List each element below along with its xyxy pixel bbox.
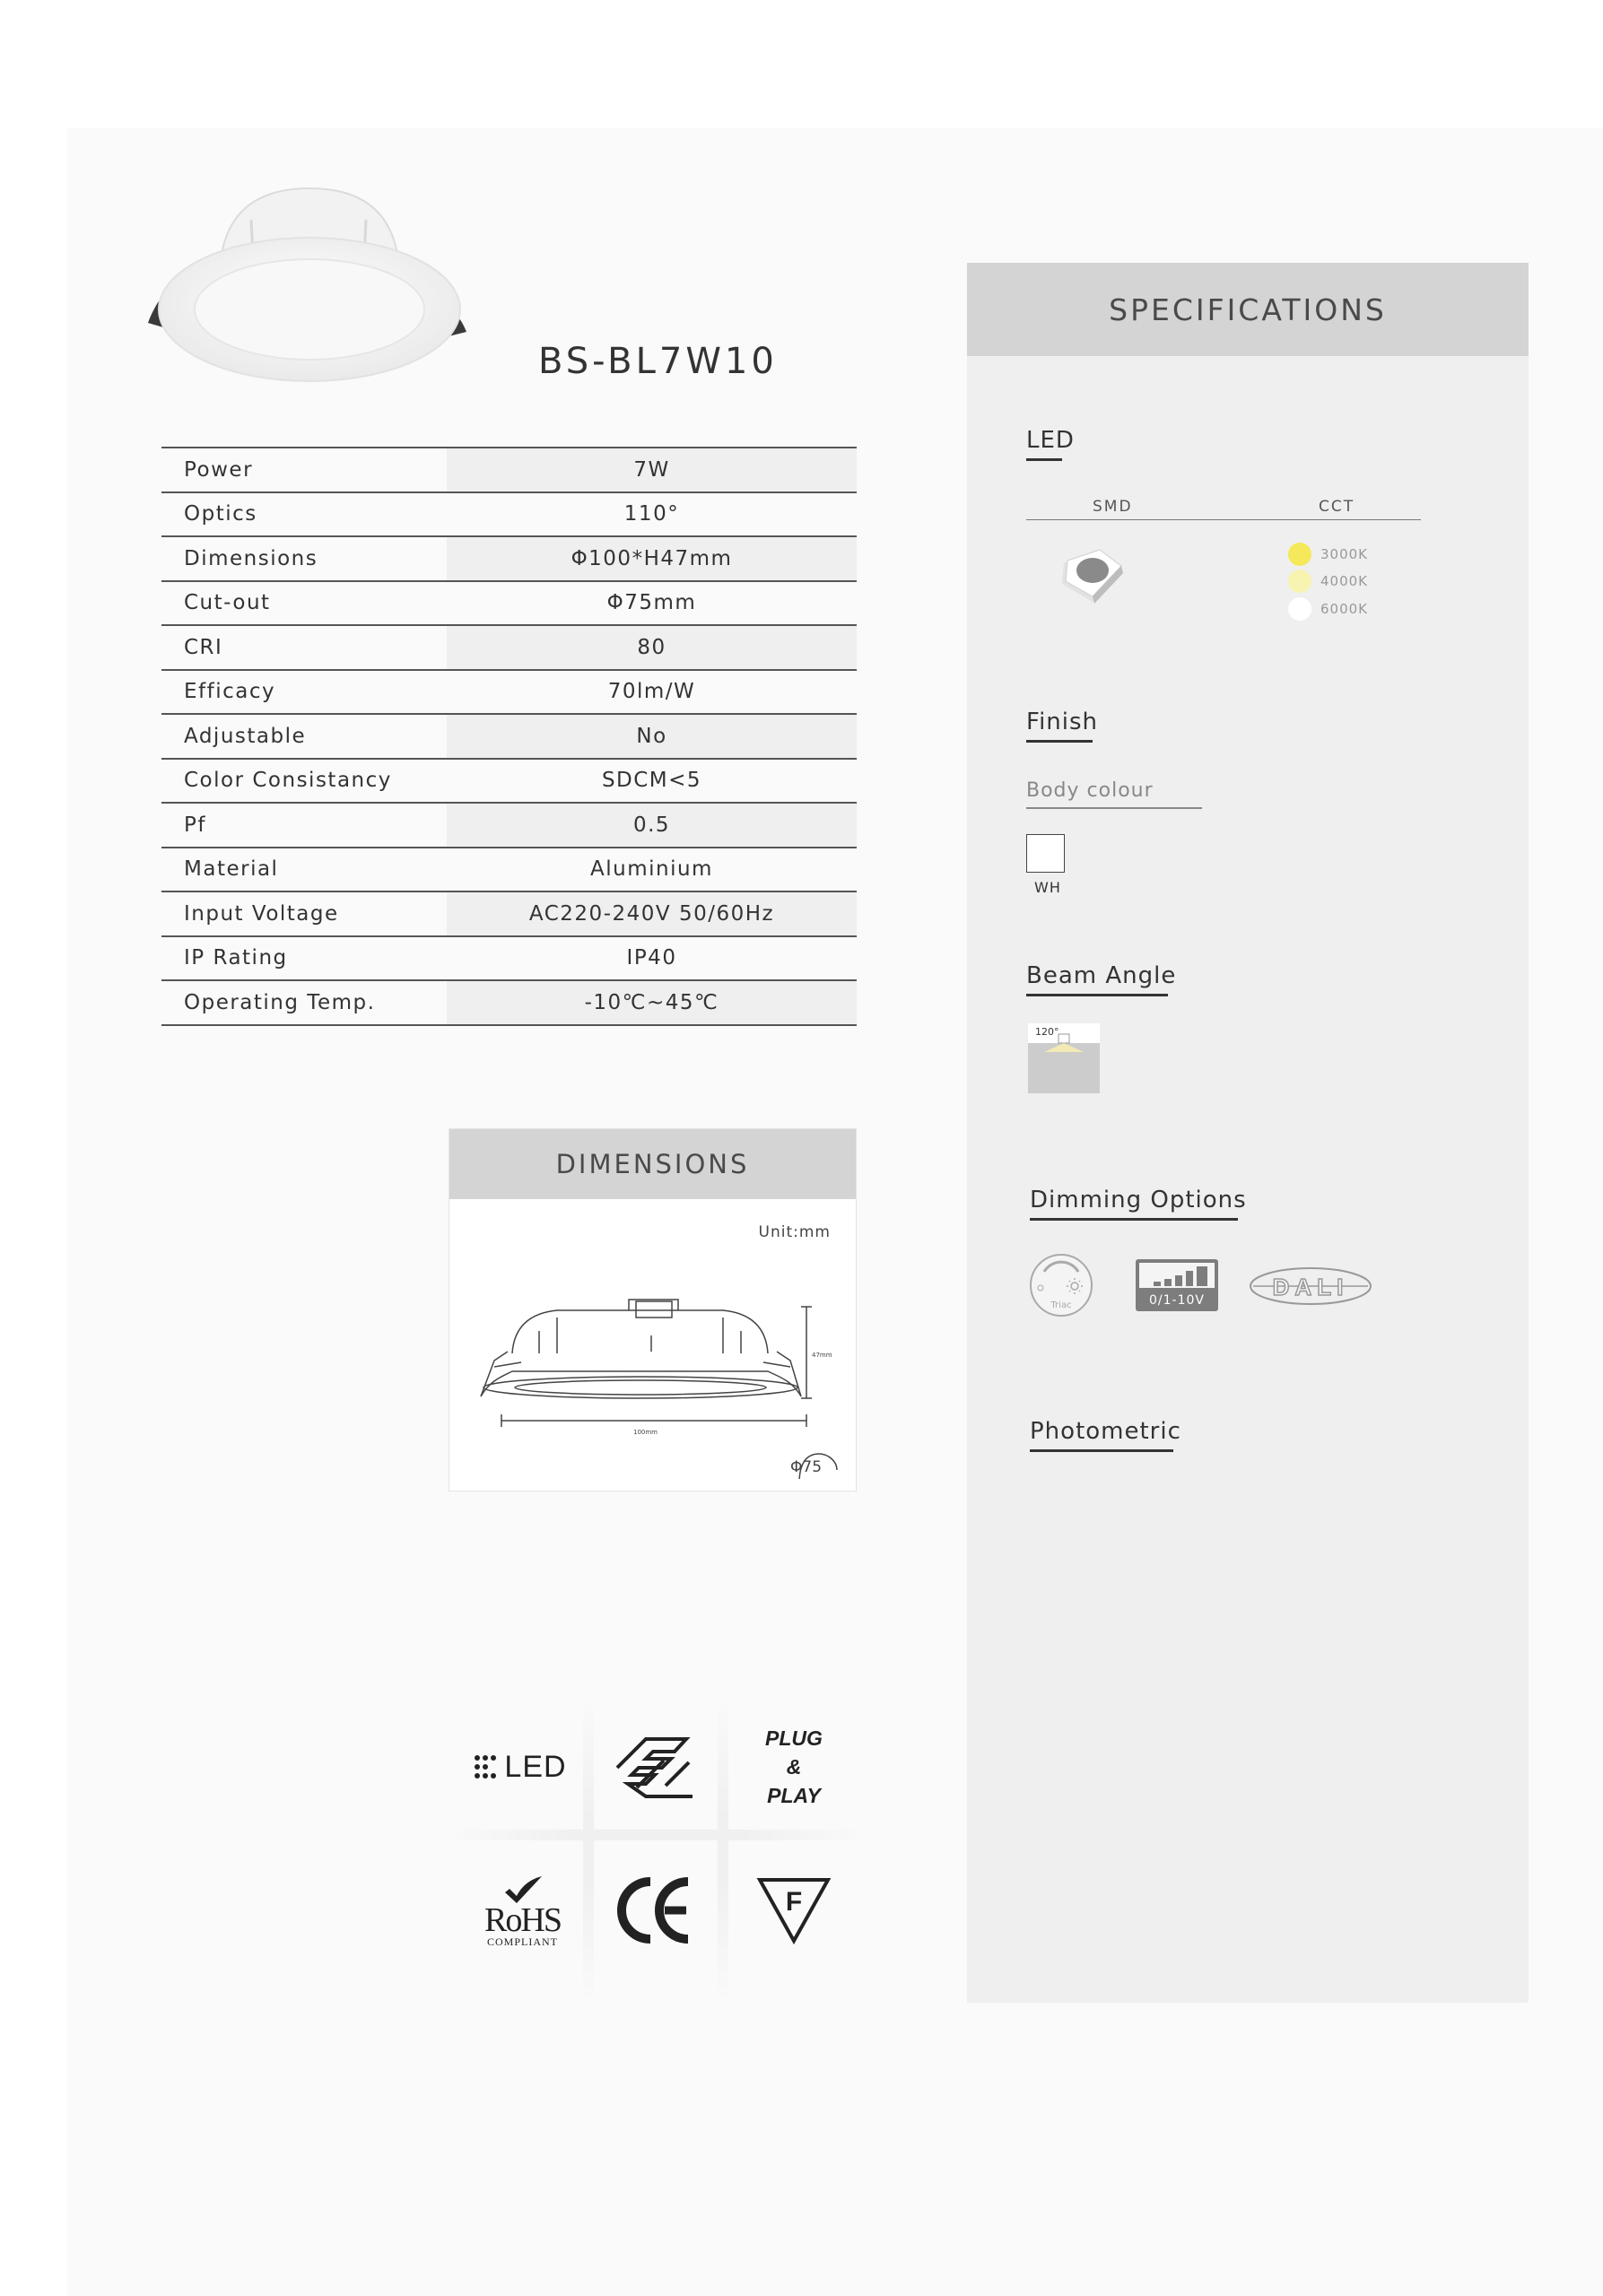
height-dimension-label: 47mm: [812, 1352, 832, 1359]
spec-row: [161, 980, 857, 1025]
spec-label: Optics: [161, 492, 447, 537]
spec-row: [161, 891, 857, 936]
spec-row: [161, 936, 857, 981]
spec-label: Input Voltage: [161, 891, 447, 936]
spec-label: Operating Temp.: [161, 980, 447, 1025]
beam-angle-section-title: Beam Angle: [1026, 962, 1176, 996]
spec-value: 7W: [447, 448, 857, 492]
finish-section-title: Finish: [1026, 709, 1098, 743]
spec-row: [161, 625, 857, 670]
spec-value: Φ100*H47mm: [447, 536, 857, 581]
spec-row: [161, 670, 857, 715]
grid-divider: [718, 1695, 728, 2005]
spec-label: Pf: [161, 803, 447, 848]
spec-label: Adjustable: [161, 714, 447, 759]
led-dots-icon: [474, 1754, 499, 1779]
specifications-title: SPECIFICATIONS: [967, 263, 1529, 356]
beam-angle-tile: [1028, 1023, 1100, 1093]
spec-label: Color Consistancy: [161, 759, 447, 804]
spec-table: [161, 447, 857, 1026]
ce-mark-icon: [614, 1874, 695, 1946]
dimension-drawing: [467, 1246, 844, 1479]
cct-option: [1288, 543, 1368, 566]
spec-label: IP Rating: [161, 936, 447, 981]
dimming-options-section-title: Dimming Options: [1030, 1187, 1247, 1221]
beam-light-icon: [1028, 1023, 1100, 1093]
ce-logo: [605, 1861, 704, 1960]
swatch-label: WH: [1034, 879, 1061, 896]
leaf-check-icon: [501, 1873, 545, 1905]
spec-value: SDCM<5: [447, 759, 857, 804]
cct-colour-dot: [1288, 543, 1311, 566]
downlight-photo: [144, 184, 471, 395]
smd-label: SMD: [1093, 498, 1133, 516]
cct-colour-dot: [1288, 570, 1311, 593]
play-text: PLAY: [767, 1784, 821, 1807]
led-section-title: LED: [1026, 427, 1075, 461]
spec-label: Cut-out: [161, 581, 447, 626]
spec-label: Dimensions: [161, 536, 447, 581]
photometric-section-title: Photometric: [1030, 1418, 1181, 1452]
spec-value: -10℃~45℃: [447, 980, 857, 1025]
spec-label: CRI: [161, 625, 447, 670]
rohs-text: RoHS: [484, 1900, 561, 1939]
cct-label: CCT: [1319, 498, 1355, 516]
spec-value: 110°: [447, 492, 857, 537]
spec-row: [161, 803, 857, 848]
spec-row: [161, 448, 857, 492]
led-logo: [466, 1740, 574, 1794]
dimming-options-icons: [1028, 1252, 1387, 1319]
spec-value: IP40: [447, 936, 857, 981]
spec-value: AC220-240V 50/60Hz: [447, 891, 857, 936]
spec-row: [161, 581, 857, 626]
f-mark-text: F: [785, 1887, 803, 1917]
rohs-compliant-text: COMPLIANT: [486, 1935, 558, 1948]
triac-dimmer-icon: [1028, 1252, 1095, 1319]
cct-option-label: 3000K: [1320, 546, 1369, 562]
spec-row: [161, 848, 857, 892]
body-colour-label: Body colour: [1026, 779, 1202, 809]
led-divider: [1026, 519, 1421, 520]
spec-row: [161, 492, 857, 537]
f-triangle-icon: [756, 1876, 832, 1944]
analog-dimmer-icon: [1134, 1257, 1220, 1313]
smd-chip-icon: [1057, 541, 1128, 608]
led-logo-text: LED: [504, 1749, 567, 1784]
cct-option: [1288, 570, 1368, 593]
spec-row: [161, 759, 857, 804]
triac-label: Triac: [1050, 1300, 1072, 1310]
white-colour-swatch: [1026, 834, 1065, 873]
spec-value: No: [447, 714, 857, 759]
erp-icon: [610, 1734, 700, 1801]
dali-label: DALI: [1272, 1274, 1349, 1300]
spec-row: [161, 536, 857, 581]
width-dimension-label: 100mm: [633, 1429, 658, 1436]
rohs-logo: [466, 1857, 579, 1964]
dali-logo-icon: [1248, 1265, 1373, 1307]
plug-text: PLUG: [765, 1726, 823, 1750]
f-mark-logo: [740, 1866, 848, 1955]
dimensions-title: DIMENSIONS: [449, 1129, 856, 1199]
spec-row: [161, 714, 857, 759]
plug-and-play-logo: [740, 1722, 848, 1812]
beam-angle-value: 120°: [1035, 1026, 1059, 1038]
cutout-label: Φ75: [790, 1458, 823, 1476]
cct-option: [1288, 597, 1368, 621]
analog-dimmer-label: 0/1-10V: [1149, 1293, 1205, 1308]
spec-label: Power: [161, 448, 447, 492]
spec-value: Φ75mm: [447, 581, 857, 626]
specifications-panel: [967, 263, 1529, 2003]
certification-grid: [449, 1695, 866, 2005]
spec-value: 70lm/W: [447, 670, 857, 715]
dimensions-unit: Unit:mm: [758, 1223, 831, 1241]
cct-colour-dot: [1288, 597, 1311, 621]
model-number: BS-BL7W10: [538, 341, 778, 382]
spec-value: 80: [447, 625, 857, 670]
grid-divider: [583, 1695, 594, 2005]
cct-option-label: 4000K: [1320, 573, 1369, 589]
spec-label: Efficacy: [161, 670, 447, 715]
dimensions-panel: [449, 1128, 857, 1492]
cct-option-label: 6000K: [1320, 601, 1369, 617]
ampersand-text: &: [786, 1755, 802, 1779]
erp-logo: [605, 1731, 704, 1803]
spec-value: Aluminium: [447, 848, 857, 892]
spec-label: Material: [161, 848, 447, 892]
grid-divider: [449, 1830, 866, 1840]
spec-value: 0.5: [447, 803, 857, 848]
